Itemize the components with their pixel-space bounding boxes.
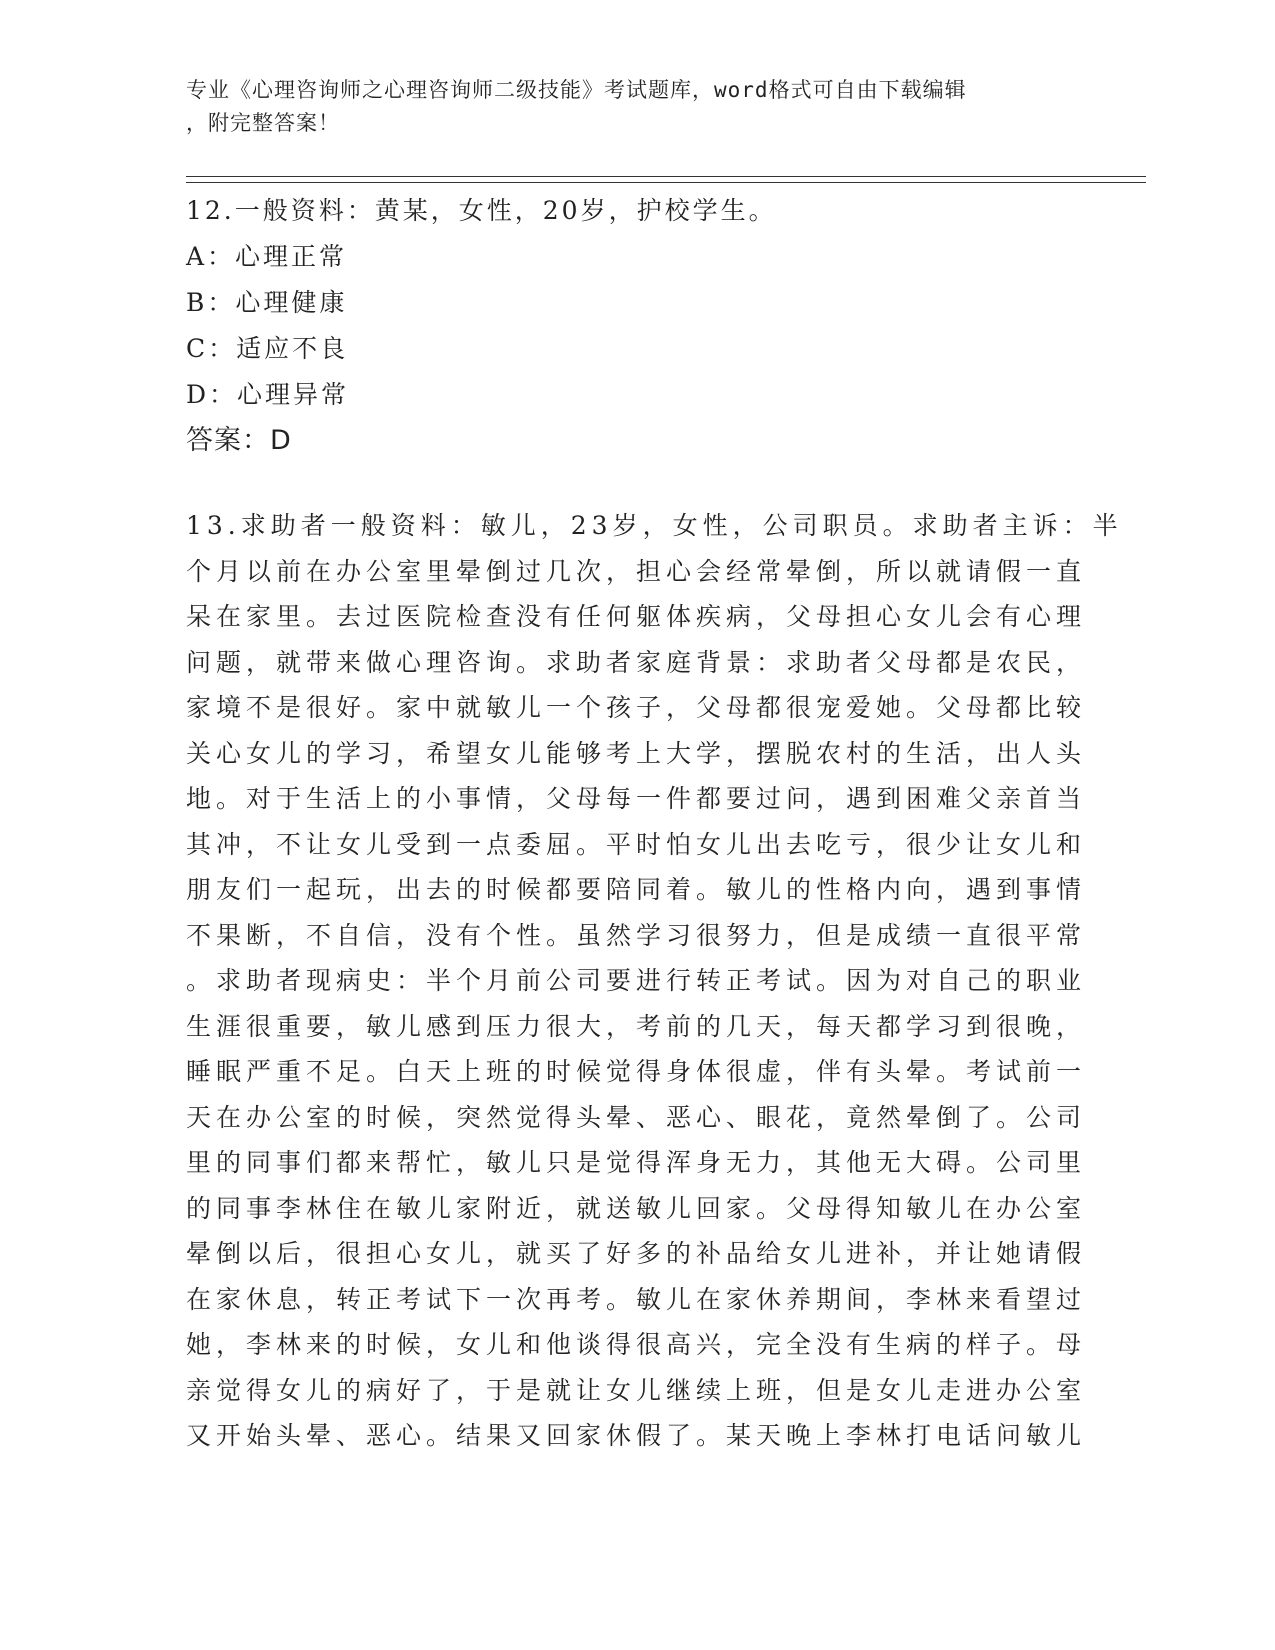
- paragraph-line: 朋友们一起玩，出去的时候都要陪同着。敏儿的性格内向，遇到事情: [186, 875, 1087, 904]
- paragraph-line: 个月以前在办公室里晕倒过几次，担心会经常晕倒，所以就请假一直: [186, 556, 1087, 586]
- option-b: B：心理健康: [186, 288, 348, 317]
- paragraph-line: 。求助者现病史：半个月前公司要进行转正考试。因为对自己的职业: [186, 966, 1087, 995]
- option-d: D：心理异常: [186, 380, 350, 409]
- paragraph-line: 地。对于生活上的小事情，父母每一件都要过问，遇到困难父亲首当: [186, 784, 1087, 813]
- option-a: A：心理正常: [186, 242, 348, 271]
- answer-label: 答案：D: [186, 425, 292, 456]
- paragraph-line: 亲觉得女儿的病好了，于是就让女儿继续上班，但是女儿走进办公室: [186, 1375, 1087, 1405]
- question-12: [186, 188, 1086, 464]
- paragraph-line: 关心女儿的学习，希望女儿能够考上大学，摆脱农村的生活，出人头: [186, 738, 1087, 768]
- header-line-2: ，附完整答案！: [186, 111, 340, 135]
- header-line-1: 专业《心理咨询师之心理咨询师二级技能》考试题库，word格式可自由下载编辑: [186, 78, 967, 102]
- paragraph-line: 她，李林来的时候，女儿和他谈得很高兴，完全没有生病的样子。母: [186, 1330, 1087, 1359]
- paragraph-line: 问题，就带来做心理咨询。求助者家庭背景：求助者父母都是农民，: [186, 647, 1087, 677]
- paragraph-line: 生涯很重要，敏儿感到压力很大，考前的几天，每天都学习到很晚，: [186, 1011, 1087, 1041]
- paragraph-line: 家境不是很好。家中就敏儿一个孩子，父母都很宠爱她。父母都比较: [186, 693, 1087, 722]
- paragraph-line: 天在办公室的时候，突然觉得头晕、恶心、眼花，竟然晕倒了。公司: [186, 1102, 1087, 1132]
- paragraph-line: 又开始头晕、恶心。结果又回家休假了。某天晚上李林打电话问敏儿: [186, 1421, 1087, 1450]
- paragraph-line: 其冲，不让女儿受到一点委屈。平时怕女儿出去吃亏，很少让女儿和: [186, 829, 1087, 859]
- header-divider-top: [186, 176, 1146, 177]
- paragraph-line: 呆在家里。去过医院检查没有任何躯体疾病，父母担心女儿会有心理: [186, 602, 1087, 631]
- paragraph-line: 在家休息，转正考试下一次再考。敏儿在家休养期间，李林来看望过: [186, 1284, 1087, 1314]
- option-c: C：适应不良: [186, 334, 349, 363]
- question-stem: 12.一般资料：黄某，女性，20岁，护校学生。: [186, 196, 777, 225]
- paragraph-line: 睡眠严重不足。白天上班的时候觉得身体很虚，伴有头晕。考试前一: [186, 1057, 1087, 1086]
- paragraph-line: 13.求助者一般资料：敏儿，23岁，女性，公司职员。求助者主诉：半: [186, 511, 1123, 540]
- header-divider-bottom: [186, 182, 1146, 183]
- document-header: [186, 74, 1086, 140]
- paragraph-line: 晕倒以后，很担心女儿，就买了好多的补品给女儿进补，并让她请假: [186, 1239, 1087, 1268]
- paragraph-line: 不果断，不自信，没有个性。虽然学习很努力，但是成绩一直很平常: [186, 920, 1087, 950]
- paragraph-line: 的同事李林住在敏儿家附近，就送敏儿回家。父母得知敏儿在办公室: [186, 1193, 1087, 1223]
- paragraph-line: 里的同事们都来帮忙，敏儿只是觉得浑身无力，其他无大碍。公司里: [186, 1148, 1087, 1177]
- question-13: [186, 503, 1123, 1459]
